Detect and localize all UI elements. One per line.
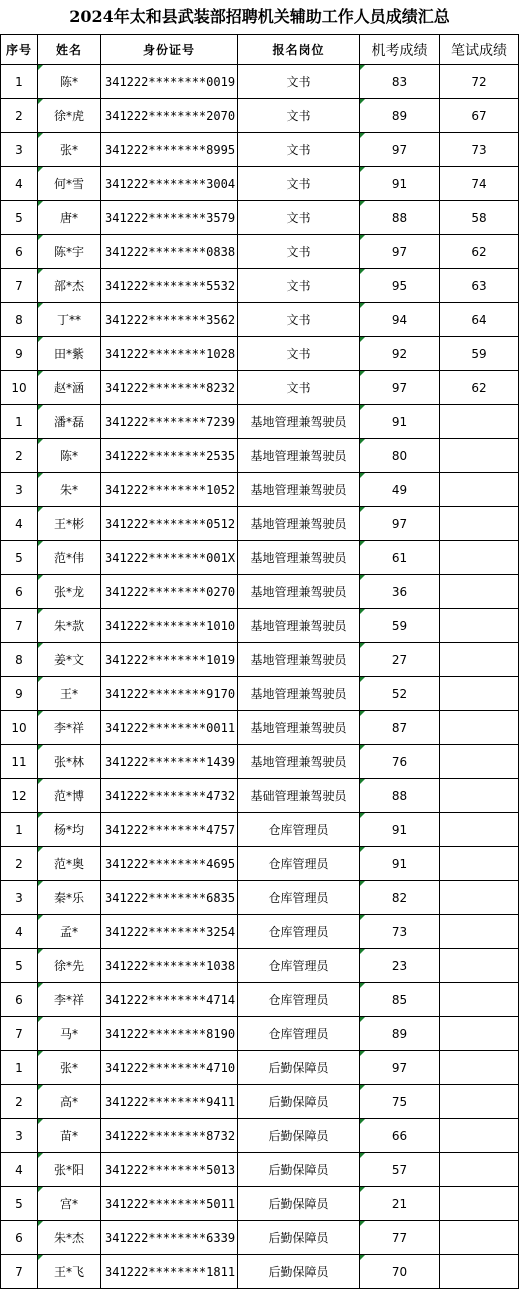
cell-written-score — [440, 1255, 519, 1289]
table-row — [1, 1119, 519, 1153]
cell-position: 仓库管理员 — [238, 949, 360, 983]
cell-written-score — [440, 439, 519, 473]
cell-position: 仓库管理员 — [238, 813, 360, 847]
cell-id-number: 341222********5011 — [101, 1187, 238, 1221]
cell-no: 5 — [1, 1187, 38, 1221]
table-row — [1, 99, 519, 133]
cell-written-score — [440, 575, 519, 609]
cell-name: 潘*磊 — [38, 405, 101, 439]
cell-cbt-score: 83 — [360, 65, 440, 99]
cell-name: 王*飞 — [38, 1255, 101, 1289]
cell-no: 10 — [1, 371, 38, 405]
cell-name: 李*祥 — [38, 983, 101, 1017]
cell-name: 宫* — [38, 1187, 101, 1221]
cell-no: 7 — [1, 269, 38, 303]
cell-no: 5 — [1, 201, 38, 235]
table-row — [1, 575, 519, 609]
cell-written-score — [440, 1187, 519, 1221]
cell-cbt-score: 97 — [360, 371, 440, 405]
table-row — [1, 1051, 519, 1085]
cell-cbt-score: 95 — [360, 269, 440, 303]
cell-written-score — [440, 1153, 519, 1187]
cell-no: 3 — [1, 133, 38, 167]
table-row — [1, 949, 519, 983]
cell-position: 后勤保障员 — [238, 1051, 360, 1085]
cell-cbt-score: 61 — [360, 541, 440, 575]
cell-written-score — [440, 1085, 519, 1119]
cell-written-score — [440, 949, 519, 983]
table-header-row — [1, 35, 519, 65]
cell-no: 1 — [1, 1051, 38, 1085]
cell-name: 张*阳 — [38, 1153, 101, 1187]
cell-cbt-score: 91 — [360, 847, 440, 881]
cell-position: 后勤保障员 — [238, 1085, 360, 1119]
cell-no: 5 — [1, 949, 38, 983]
cell-name: 范*奥 — [38, 847, 101, 881]
cell-position: 基础管理兼驾驶员 — [238, 779, 360, 813]
cell-position: 文书 — [238, 167, 360, 201]
cell-id-number: 341222********4757 — [101, 813, 238, 847]
cell-written-score — [440, 1051, 519, 1085]
cell-no: 6 — [1, 235, 38, 269]
table-row — [1, 881, 519, 915]
cell-cbt-score: 75 — [360, 1085, 440, 1119]
cell-no: 8 — [1, 303, 38, 337]
cell-cbt-score: 97 — [360, 1051, 440, 1085]
table-row — [1, 1085, 519, 1119]
cell-written-score — [440, 677, 519, 711]
cell-id-number: 341222********3562 — [101, 303, 238, 337]
cell-position: 基地管理兼驾驶员 — [238, 711, 360, 745]
cell-no: 2 — [1, 1085, 38, 1119]
cell-id-number: 341222********6339 — [101, 1221, 238, 1255]
cell-no: 7 — [1, 609, 38, 643]
cell-cbt-score: 23 — [360, 949, 440, 983]
table-row — [1, 677, 519, 711]
cell-no: 6 — [1, 1221, 38, 1255]
cell-written-score — [440, 1221, 519, 1255]
cell-position: 仓库管理员 — [238, 847, 360, 881]
score-table — [0, 34, 519, 1289]
cell-written-score: 62 — [440, 235, 519, 269]
table-row — [1, 65, 519, 99]
table-row — [1, 1153, 519, 1187]
cell-cbt-score: 49 — [360, 473, 440, 507]
cell-position: 基地管理兼驾驶员 — [238, 745, 360, 779]
cell-written-score: 67 — [440, 99, 519, 133]
cell-name: 唐* — [38, 201, 101, 235]
cell-position: 基地管理兼驾驶员 — [238, 405, 360, 439]
cell-id-number: 341222********8232 — [101, 371, 238, 405]
cell-written-score — [440, 745, 519, 779]
table-row — [1, 201, 519, 235]
cell-position: 文书 — [238, 235, 360, 269]
cell-no: 4 — [1, 167, 38, 201]
cell-id-number: 341222********9170 — [101, 677, 238, 711]
cell-no: 2 — [1, 847, 38, 881]
cell-id-number: 341222********2535 — [101, 439, 238, 473]
cell-id-number: 341222********4710 — [101, 1051, 238, 1085]
cell-name: 田*紫 — [38, 337, 101, 371]
header-cbt-score: 机考成绩 — [360, 35, 440, 65]
cell-cbt-score: 97 — [360, 133, 440, 167]
cell-name: 陈*宇 — [38, 235, 101, 269]
cell-position: 基地管理兼驾驶员 — [238, 677, 360, 711]
cell-id-number: 341222********1010 — [101, 609, 238, 643]
header-name: 姓名 — [38, 35, 101, 65]
cell-cbt-score: 97 — [360, 507, 440, 541]
cell-cbt-score: 91 — [360, 813, 440, 847]
cell-name: 丁** — [38, 303, 101, 337]
table-row — [1, 371, 519, 405]
cell-name: 朱*款 — [38, 609, 101, 643]
cell-cbt-score: 89 — [360, 1017, 440, 1051]
cell-written-score — [440, 1017, 519, 1051]
cell-position: 文书 — [238, 371, 360, 405]
cell-written-score — [440, 473, 519, 507]
cell-written-score — [440, 813, 519, 847]
cell-name: 李*祥 — [38, 711, 101, 745]
cell-name: 苗* — [38, 1119, 101, 1153]
cell-cbt-score: 88 — [360, 779, 440, 813]
table-row — [1, 745, 519, 779]
cell-no: 9 — [1, 337, 38, 371]
cell-no: 4 — [1, 1153, 38, 1187]
cell-position: 后勤保障员 — [238, 1119, 360, 1153]
cell-name: 高* — [38, 1085, 101, 1119]
cell-written-score: 62 — [440, 371, 519, 405]
cell-id-number: 341222********1439 — [101, 745, 238, 779]
cell-id-number: 341222********1038 — [101, 949, 238, 983]
header-id: 身份证号 — [101, 35, 238, 65]
cell-written-score: 58 — [440, 201, 519, 235]
cell-written-score: 73 — [440, 133, 519, 167]
cell-cbt-score: 73 — [360, 915, 440, 949]
table-row — [1, 507, 519, 541]
cell-position: 基地管理兼驾驶员 — [238, 507, 360, 541]
cell-no: 10 — [1, 711, 38, 745]
cell-id-number: 341222********0512 — [101, 507, 238, 541]
cell-cbt-score: 94 — [360, 303, 440, 337]
cell-written-score — [440, 711, 519, 745]
cell-cbt-score: 57 — [360, 1153, 440, 1187]
cell-name: 张*林 — [38, 745, 101, 779]
table-row — [1, 847, 519, 881]
cell-written-score — [440, 779, 519, 813]
cell-name: 孟* — [38, 915, 101, 949]
cell-cbt-score: 82 — [360, 881, 440, 915]
cell-no: 7 — [1, 1017, 38, 1051]
cell-name: 朱* — [38, 473, 101, 507]
cell-position: 文书 — [238, 99, 360, 133]
table-row — [1, 303, 519, 337]
cell-cbt-score: 21 — [360, 1187, 440, 1221]
cell-position: 后勤保障员 — [238, 1153, 360, 1187]
cell-name: 徐*虎 — [38, 99, 101, 133]
cell-id-number: 341222********001X — [101, 541, 238, 575]
cell-no: 1 — [1, 65, 38, 99]
cell-id-number: 341222********4695 — [101, 847, 238, 881]
cell-cbt-score: 88 — [360, 201, 440, 235]
cell-no: 3 — [1, 1119, 38, 1153]
cell-no: 8 — [1, 643, 38, 677]
cell-written-score — [440, 881, 519, 915]
table-row — [1, 1187, 519, 1221]
cell-cbt-score: 76 — [360, 745, 440, 779]
cell-cbt-score: 89 — [360, 99, 440, 133]
cell-id-number: 341222********0838 — [101, 235, 238, 269]
cell-no: 6 — [1, 575, 38, 609]
cell-position: 基地管理兼驾驶员 — [238, 473, 360, 507]
cell-id-number: 341222********5532 — [101, 269, 238, 303]
cell-id-number: 341222********7239 — [101, 405, 238, 439]
table-row — [1, 133, 519, 167]
cell-written-score — [440, 507, 519, 541]
cell-position: 基地管理兼驾驶员 — [238, 439, 360, 473]
cell-no: 4 — [1, 915, 38, 949]
cell-position: 基地管理兼驾驶员 — [238, 575, 360, 609]
cell-no: 5 — [1, 541, 38, 575]
cell-position: 文书 — [238, 201, 360, 235]
table-row — [1, 779, 519, 813]
cell-id-number: 341222********0270 — [101, 575, 238, 609]
cell-id-number: 341222********6835 — [101, 881, 238, 915]
cell-position: 基地管理兼驾驶员 — [238, 609, 360, 643]
cell-written-score — [440, 983, 519, 1017]
cell-name: 张*龙 — [38, 575, 101, 609]
table-row — [1, 269, 519, 303]
cell-position: 基地管理兼驾驶员 — [238, 643, 360, 677]
table-row — [1, 473, 519, 507]
cell-cbt-score: 66 — [360, 1119, 440, 1153]
cell-no: 3 — [1, 473, 38, 507]
table-row — [1, 609, 519, 643]
cell-id-number: 341222********1028 — [101, 337, 238, 371]
table-row — [1, 541, 519, 575]
cell-written-score — [440, 541, 519, 575]
cell-written-score: 59 — [440, 337, 519, 371]
cell-id-number: 341222********2070 — [101, 99, 238, 133]
cell-no: 1 — [1, 405, 38, 439]
table-row — [1, 643, 519, 677]
cell-name: 范*伟 — [38, 541, 101, 575]
cell-cbt-score: 59 — [360, 609, 440, 643]
cell-no: 9 — [1, 677, 38, 711]
cell-name: 姜*文 — [38, 643, 101, 677]
table-row — [1, 1017, 519, 1051]
cell-name: 何*雪 — [38, 167, 101, 201]
cell-name: 秦*乐 — [38, 881, 101, 915]
cell-id-number: 341222********1811 — [101, 1255, 238, 1289]
cell-position: 仓库管理员 — [238, 1017, 360, 1051]
cell-id-number: 341222********0011 — [101, 711, 238, 745]
cell-position: 文书 — [238, 337, 360, 371]
cell-position: 后勤保障员 — [238, 1221, 360, 1255]
cell-cbt-score: 85 — [360, 983, 440, 1017]
cell-position: 文书 — [238, 269, 360, 303]
cell-cbt-score: 77 — [360, 1221, 440, 1255]
cell-name: 张* — [38, 133, 101, 167]
cell-no: 4 — [1, 507, 38, 541]
table-row — [1, 1255, 519, 1289]
cell-name: 赵*涵 — [38, 371, 101, 405]
cell-written-score: 72 — [440, 65, 519, 99]
cell-written-score — [440, 1119, 519, 1153]
cell-name: 陈* — [38, 65, 101, 99]
cell-name: 杨*均 — [38, 813, 101, 847]
cell-name: 朱*杰 — [38, 1221, 101, 1255]
table-row — [1, 813, 519, 847]
page-title: 2024年太和县武装部招聘机关辅助工作人员成绩汇总 — [69, 7, 450, 26]
cell-id-number: 341222********0019 — [101, 65, 238, 99]
cell-id-number: 341222********1052 — [101, 473, 238, 507]
table-row — [1, 405, 519, 439]
cell-position: 仓库管理员 — [238, 915, 360, 949]
cell-written-score — [440, 915, 519, 949]
cell-cbt-score: 97 — [360, 235, 440, 269]
cell-id-number: 341222********3254 — [101, 915, 238, 949]
cell-id-number: 341222********8190 — [101, 1017, 238, 1051]
cell-id-number: 341222********9411 — [101, 1085, 238, 1119]
table-row — [1, 1221, 519, 1255]
table-row — [1, 235, 519, 269]
cell-id-number: 341222********3004 — [101, 167, 238, 201]
cell-cbt-score: 36 — [360, 575, 440, 609]
cell-written-score — [440, 643, 519, 677]
cell-no: 12 — [1, 779, 38, 813]
table-row — [1, 711, 519, 745]
table-row — [1, 337, 519, 371]
cell-written-score — [440, 847, 519, 881]
table-row — [1, 983, 519, 1017]
cell-written-score — [440, 405, 519, 439]
cell-name: 王* — [38, 677, 101, 711]
cell-position: 文书 — [238, 303, 360, 337]
cell-position: 基地管理兼驾驶员 — [238, 541, 360, 575]
cell-position: 后勤保障员 — [238, 1255, 360, 1289]
cell-no: 2 — [1, 99, 38, 133]
cell-cbt-score: 91 — [360, 167, 440, 201]
cell-id-number: 341222********4714 — [101, 983, 238, 1017]
cell-id-number: 341222********5013 — [101, 1153, 238, 1187]
table-row — [1, 915, 519, 949]
table-row — [1, 167, 519, 201]
cell-cbt-score: 52 — [360, 677, 440, 711]
cell-cbt-score: 27 — [360, 643, 440, 677]
cell-cbt-score: 92 — [360, 337, 440, 371]
cell-name: 张* — [38, 1051, 101, 1085]
cell-id-number: 341222********3579 — [101, 201, 238, 235]
cell-written-score: 64 — [440, 303, 519, 337]
cell-position: 仓库管理员 — [238, 881, 360, 915]
cell-position: 文书 — [238, 65, 360, 99]
cell-no: 6 — [1, 983, 38, 1017]
cell-name: 陈* — [38, 439, 101, 473]
cell-written-score: 63 — [440, 269, 519, 303]
table-row — [1, 439, 519, 473]
cell-no: 7 — [1, 1255, 38, 1289]
cell-cbt-score: 70 — [360, 1255, 440, 1289]
cell-name: 王*彬 — [38, 507, 101, 541]
cell-name: 范*博 — [38, 779, 101, 813]
header-no: 序号 — [1, 35, 38, 65]
cell-id-number: 341222********8732 — [101, 1119, 238, 1153]
cell-no: 1 — [1, 813, 38, 847]
cell-written-score: 74 — [440, 167, 519, 201]
cell-position: 后勤保障员 — [238, 1187, 360, 1221]
cell-position: 仓库管理员 — [238, 983, 360, 1017]
cell-name: 徐*先 — [38, 949, 101, 983]
cell-cbt-score: 91 — [360, 405, 440, 439]
header-position: 报名岗位 — [238, 35, 360, 65]
cell-no: 2 — [1, 439, 38, 473]
cell-cbt-score: 87 — [360, 711, 440, 745]
cell-cbt-score: 80 — [360, 439, 440, 473]
cell-written-score — [440, 609, 519, 643]
header-written-score: 笔试成绩 — [440, 35, 519, 65]
cell-name: 马* — [38, 1017, 101, 1051]
cell-id-number: 341222********4732 — [101, 779, 238, 813]
cell-position: 文书 — [238, 133, 360, 167]
cell-id-number: 341222********8995 — [101, 133, 238, 167]
cell-name: 部*杰 — [38, 269, 101, 303]
cell-no: 11 — [1, 745, 38, 779]
cell-no: 3 — [1, 881, 38, 915]
cell-id-number: 341222********1019 — [101, 643, 238, 677]
